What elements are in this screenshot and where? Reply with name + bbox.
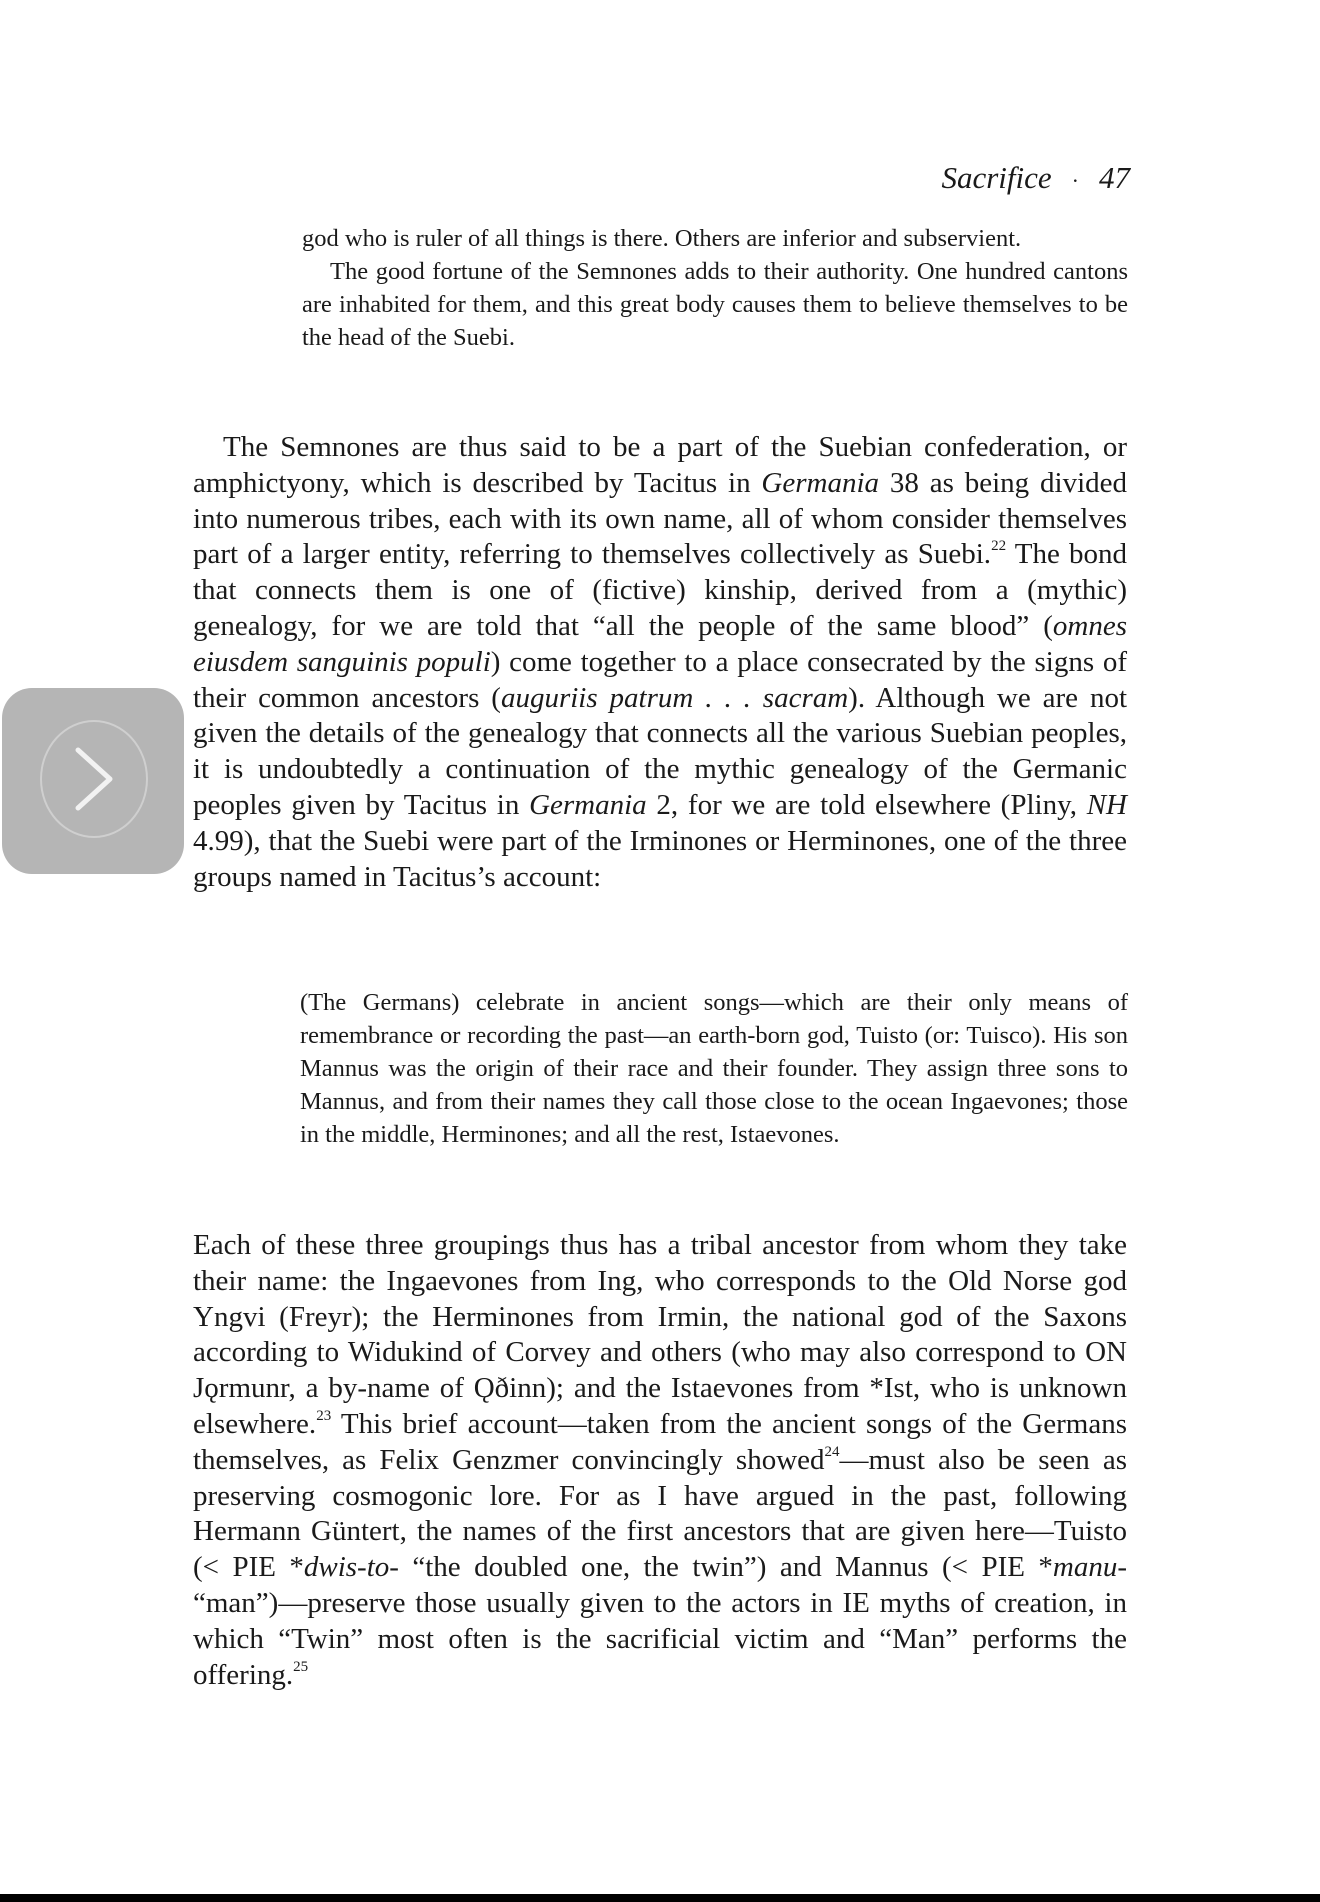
running-head-title: Sacrifice [941,160,1052,195]
text-run: “man”)—preserve those usually given to the actors in IE myths of creation, in which “Twin” most often is the sacrificial victim and “Man” performs the offering. [193,1586,1127,1691]
block-quote-germania-2 [300,986,1128,1151]
text-run: “the doubled one, the twin”) and Mannus (< PIE * [398,1551,1053,1584]
bottom-edge-bar [0,1894,1320,1902]
footnote-ref: 24 [824,1443,840,1460]
italic-run: Germania [761,466,880,499]
running-head-separator: · [1071,167,1079,193]
italic-run: manu- [1052,1551,1127,1584]
quote-paragraph: god who is ruler of all things is there. Others are inferior and subservient. [302,225,1022,252]
footnote-ref: 25 [293,1658,309,1675]
footnote-ref: 23 [316,1407,332,1424]
text-run: 4.99), that the Suebi were part of the Irminones or Herminones, one of the three groups named in Tacitus’s account: [193,824,1127,893]
italic-run: dwis-to- [303,1551,399,1584]
text-run: 38 as being divided into numerous tribes, each with its own name, all of whom consider themselves part of a larger entity, referring to themselves collectively as Suebi. [193,466,1127,571]
running-head [860,160,1130,196]
text-run: The Semnones are thus said to be a part of the Suebian confederation, or amphictyony, which is described by Tacitus in [193,431,1127,499]
text-run: Each of these three groupings thus has a tribal ancestor from whom they take their name: the Ingaevones from Ing, who corresponds to the Old Norse god Yngvi (Freyr); the Herminones from Irmin, the national god of the Saxons according to Widukind of Corvey and others (who may also correspond to ON Jǫrmunr, a by-name of Ǫðinn); and the Istaevones from *Ist, who is unknown elsewhere. [193,1229,1127,1440]
footnote-ref: 22 [991,538,1007,555]
italic-run: NH [1086,788,1127,821]
body-paragraph-1 [193,430,1127,895]
body-paragraph-2 [193,1228,1127,1693]
page-number: 47 [1099,160,1130,195]
italic-run: Germania [529,788,647,821]
italic-run: auguriis patrum . . . sacram [500,681,849,714]
text-run: This brief account—taken from the ancient songs of the Germans themselves, as Felix Genzmer convincingly showed [193,1407,1127,1476]
next-page-button[interactable] [2,688,184,874]
text-run: ) come together to a place consecrated by the signs of their common ancestors ( [193,645,1127,714]
text-run: The bond that connects them is one of (fictive) kinship, derived from a (mythic) genealogy, for we are told that “all the people of the same blood” ( [193,538,1127,642]
italic-run: omnes eiusdem sanguinis populi [193,609,1127,678]
text-run: ). Although we are not given the details of the genealogy that connects all the various Suebian peoples, it is undoubtedly a continuation of the mythic genealogy of the Germanic peoples given by Tacitus in [193,681,1127,821]
quote-paragraph: (The Germans) celebrate in ancient songs—which are their only means of remembrance or recording the past—an earth-born god, Tuisto (or: Tuisco). His son Mannus was the origin of their race and their founder. They assign three sons to Mannus, and from their names they call those close to the ocean Ingaevones; those in the middle, Herminones; and all the rest, Istaevones. [300,989,1128,1148]
quote-paragraph: The good fortune of the Semnones adds to their authority. One hundred cantons are inhabited for them, and this great body causes them to believe themselves to be the head of the Suebi. [302,258,1128,351]
text-run: —must also be seen as preserving cosmogonic lore. For as I have argued in the past, following Hermann Güntert, the names of the first ancestors that are given here—Tuisto (< PIE * [193,1443,1127,1584]
text-run: 2, for we are told elsewhere (Pliny, [646,788,1087,821]
chevron-right-icon [68,744,120,814]
block-quote-tacitus-semnones [302,222,1128,354]
